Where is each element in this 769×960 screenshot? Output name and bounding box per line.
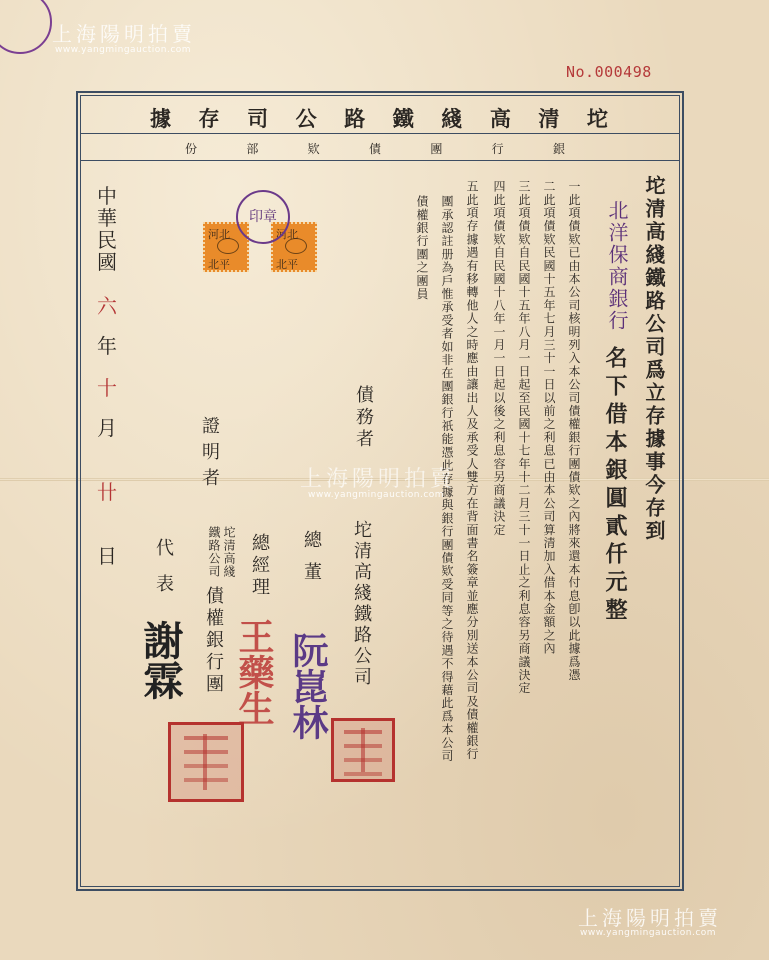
date-year: 六 (97, 294, 117, 318)
subtitle-char: 行 (491, 142, 504, 156)
subtitle-char: 欵 (307, 142, 320, 156)
title-char: 綫 (441, 106, 465, 131)
subtitle-char: 團 (430, 142, 443, 156)
title-char: 鐵 (392, 106, 416, 131)
title-divider (80, 133, 680, 134)
certifier-org-small: 鐵路公司 (207, 526, 221, 578)
date-era-char: 民 (97, 228, 117, 252)
date-era-char: 國 (97, 250, 117, 274)
issue-date (92, 180, 122, 600)
debtor-name: 坨清高綫鐵路公司 (351, 520, 372, 688)
amount-text: 名下借本銀圓貳仟元整 (602, 346, 628, 626)
clause-3: 三此項債欵自民國十五年八月一日起至民國十七年十二月三十一日止之利息容另商議決定 (517, 180, 531, 695)
manager-signature: 王藥生 (233, 618, 275, 726)
bank-name: 北洋保商銀行 (605, 200, 629, 332)
date-year-char: 年 (97, 334, 117, 358)
title-char: 據 (150, 106, 173, 131)
document-subtitle (185, 140, 565, 157)
chairman-signature: 阮崑林 (287, 632, 329, 740)
certifier-org-small: 坨清高綫 (222, 526, 236, 578)
title-char: 公 (295, 106, 319, 131)
chairman-seal (331, 718, 395, 782)
watermark-text: 上海陽明拍賣 (578, 906, 722, 930)
clause-4: 四此項債欵自民國十八年一月一日起以後之利息容另商議決定 (492, 180, 506, 537)
watermark-url: www.yangmingauction.com (55, 45, 192, 55)
certifier-seal (168, 722, 244, 802)
certifier-label: 證明者 (199, 416, 220, 494)
clause-5: 五此項存據遇有移轉他人之時應由讓出人及承受人雙方在背面書名簽章並應分別送本公司及債權銀行 (465, 180, 479, 761)
date-day-char: 日 (97, 544, 117, 568)
title-char: 清 (538, 106, 562, 131)
date-era-char: 中 (97, 184, 117, 208)
subtitle-divider (80, 160, 680, 161)
subtitle-char: 債 (368, 142, 381, 156)
chairman-label: 總董 (301, 530, 322, 594)
revenue-stamp-text: 北平 (208, 258, 230, 271)
heading-text: 坨清高綫鐵路公司爲立存據事今存到 (642, 175, 666, 543)
subtitle-char: 部 (246, 142, 259, 156)
date-month-char: 月 (97, 416, 117, 440)
serial-number: No.000498 (566, 63, 652, 81)
title-char: 存 (198, 106, 222, 131)
clause-2: 二此項債欵民國十五年七月三十一日以前之利息已由本公司算清加入借本金額之內 (542, 180, 556, 656)
title-char: 高 (489, 106, 513, 131)
date-era-char: 華 (97, 206, 117, 230)
clause-5-cont: 團承認註册為戶惟承受者如非在團銀行祇能憑此存據與銀行團債欵受同等之待遇不得藉此爲本公司 (440, 195, 454, 763)
watermark-url: www.yangmingauction.com (308, 490, 445, 500)
date-day: 卄 (97, 480, 117, 504)
watermark-text: 上海陽明拍賣 (52, 22, 196, 46)
date-month: 十 (97, 376, 117, 400)
watermark-url: www.yangmingauction.com (580, 928, 717, 938)
revenue-stamp-text: 北平 (276, 258, 298, 271)
representative-signature: 謝霖 (137, 620, 184, 700)
clause-1: 一此項債欵已由本公司核明列入本公司債權銀行團債欵之內將來還本付息卽以此據爲憑 (567, 180, 581, 682)
document-title (150, 103, 610, 133)
representative-label: 代表 (153, 538, 174, 610)
clause-5-end: 債權銀行團之團員 (415, 195, 429, 301)
title-char: 司 (247, 106, 271, 131)
title-char: 路 (344, 106, 368, 131)
round-seal: 印章 (236, 190, 290, 244)
watermark-text: 上海陽明拍賣 (300, 467, 457, 492)
certifier-org: 債權銀行團 (203, 586, 224, 696)
subtitle-char: 份 (185, 142, 198, 156)
revenue-stamp-text: 河北 (276, 228, 298, 241)
debtor-label: 債務者 (353, 385, 374, 451)
revenue-stamp-text: 河北 (208, 228, 230, 241)
subtitle-char: 銀 (552, 142, 565, 156)
title-char: 坨 (586, 106, 610, 131)
manager-label: 總經理 (249, 533, 270, 599)
